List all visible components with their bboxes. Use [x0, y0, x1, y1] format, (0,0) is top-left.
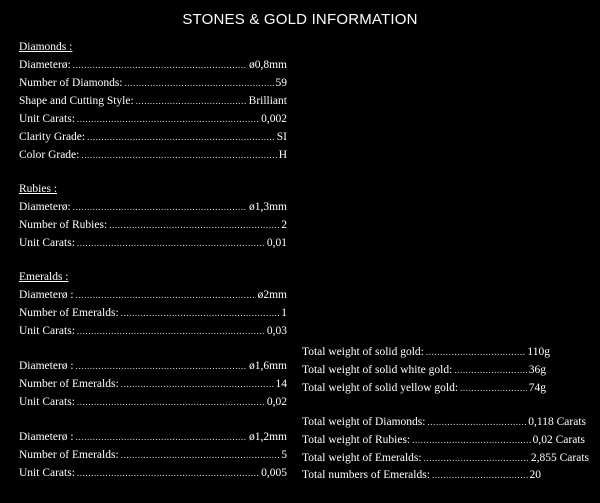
row-label: Diameterø : — [19, 360, 74, 372]
diamonds-heading: Diamonds : — [19, 41, 73, 53]
row-value: 36g — [528, 364, 546, 376]
row-label: Diameterø : — [19, 431, 74, 443]
dot-leader — [136, 96, 247, 106]
dot-leader — [77, 397, 265, 407]
row-value: 1 — [281, 307, 287, 319]
row-label: Diameterø: — [19, 201, 71, 213]
total-weight-diamonds — [302, 416, 586, 432]
row-label: Number of Emeralds: — [19, 378, 119, 390]
diamonds-row-shape — [19, 95, 287, 111]
row-label: Total weight of solid yellow gold: — [302, 382, 459, 394]
dot-leader — [124, 78, 273, 88]
dot-leader — [109, 220, 279, 230]
row-label: Total weight of Emeralds: — [302, 452, 422, 464]
rubies-row-number — [19, 219, 287, 235]
row-value: 0,002 — [261, 113, 287, 125]
row-label: Number of Emeralds: — [19, 449, 119, 461]
dot-leader — [76, 432, 247, 442]
emeralds-group2-unit-carats — [19, 396, 287, 412]
row-label: Total weight of solid gold: — [302, 346, 424, 358]
dot-leader — [77, 326, 265, 336]
row-label: Total weight of solid white gold: — [302, 364, 453, 376]
row-value: 0,01 — [266, 237, 287, 249]
row-label: Unit Carats: — [19, 325, 75, 337]
row-value: 0,03 — [266, 325, 287, 337]
dot-leader — [81, 150, 276, 160]
row-value: 2 — [281, 219, 287, 231]
dot-leader — [454, 365, 526, 375]
row-value: 110g — [527, 346, 550, 358]
total-weight-rubies — [302, 434, 585, 450]
dot-leader — [121, 379, 274, 389]
row-value: H — [278, 149, 287, 161]
row-value: 2,855 Carats — [530, 452, 589, 464]
dot-leader — [76, 290, 256, 300]
row-label: Color Grade: — [19, 149, 80, 161]
row-label: Total numbers of Emeralds: — [302, 469, 430, 481]
emeralds-group1-diameter — [19, 289, 287, 305]
dot-leader — [73, 202, 247, 212]
row-label: Unit Carats: — [19, 396, 75, 408]
row-value: ø1,2mm — [248, 431, 287, 443]
row-value: 5 — [281, 449, 287, 461]
emeralds-group3-diameter — [19, 431, 287, 447]
diamonds-row-unit-carats — [19, 113, 287, 129]
total-solid-gold — [302, 346, 550, 362]
row-value: ø1,6mm — [248, 360, 287, 372]
row-value: 20 — [529, 469, 541, 481]
total-weight-emeralds — [302, 452, 589, 468]
dot-leader — [73, 60, 247, 70]
row-value: 0,02 — [266, 396, 287, 408]
total-number-emeralds — [302, 469, 541, 485]
dot-leader — [424, 453, 529, 463]
emeralds-group1-unit-carats — [19, 325, 287, 341]
row-value: 14 — [275, 378, 287, 390]
row-label: Number of Emeralds: — [19, 307, 119, 319]
dot-leader — [427, 417, 526, 427]
row-value: 0,118 Carats — [528, 416, 586, 428]
total-solid-yellow-gold — [302, 382, 546, 398]
row-value: 0,02 Carats — [532, 434, 585, 446]
rubies-heading: Rubies : — [19, 183, 58, 195]
dot-leader — [121, 450, 280, 460]
dot-leader — [121, 308, 280, 318]
rubies-row-unit-carats — [19, 237, 287, 253]
row-value: ø0,8mm — [248, 59, 287, 71]
diamonds-row-color — [19, 149, 287, 165]
row-label: Total weight of Rubies: — [302, 434, 411, 446]
dot-leader — [77, 468, 259, 478]
row-label: Unit Carats: — [19, 237, 75, 249]
diamonds-row-diameter — [19, 59, 287, 75]
emeralds-group2-diameter — [19, 360, 287, 376]
emeralds-group1-number — [19, 307, 287, 323]
emeralds-group2-number — [19, 378, 287, 394]
dot-leader — [76, 361, 247, 371]
rubies-row-diameter — [19, 201, 287, 217]
row-label: Clarity Grade: — [19, 131, 86, 143]
row-value: Brilliant — [248, 95, 287, 107]
dot-leader — [77, 114, 259, 124]
dot-leader — [432, 470, 528, 480]
row-label: Shape and Cutting Style: — [19, 95, 134, 107]
row-value: SI — [276, 131, 287, 143]
row-label: Total weight of Diamonds: — [302, 416, 426, 428]
dot-leader — [426, 347, 526, 357]
row-value: ø2mm — [257, 289, 287, 301]
dot-leader — [412, 435, 530, 445]
diamonds-row-number — [19, 77, 287, 93]
row-value: 0,005 — [261, 467, 287, 479]
emeralds-heading: Emeralds : — [19, 271, 69, 283]
dot-leader — [77, 238, 265, 248]
page-title: STONES & GOLD INFORMATION — [182, 11, 418, 28]
emeralds-group3-number — [19, 449, 287, 465]
row-label: Diameterø: — [19, 59, 71, 71]
row-label: Number of Rubies: — [19, 219, 108, 231]
row-value: 59 — [275, 77, 287, 89]
row-label: Unit Carats: — [19, 113, 75, 125]
row-value: ø1,3mm — [248, 201, 287, 213]
row-label: Unit Carats: — [19, 467, 75, 479]
diamonds-row-clarity — [19, 131, 287, 147]
emeralds-group3-unit-carats — [19, 467, 287, 483]
row-label: Number of Diamonds: — [19, 77, 123, 89]
row-value: 74g — [528, 382, 546, 394]
dot-leader — [460, 383, 527, 393]
row-label: Diameterø : — [19, 289, 74, 301]
total-solid-white-gold — [302, 364, 546, 380]
dot-leader — [87, 132, 275, 142]
